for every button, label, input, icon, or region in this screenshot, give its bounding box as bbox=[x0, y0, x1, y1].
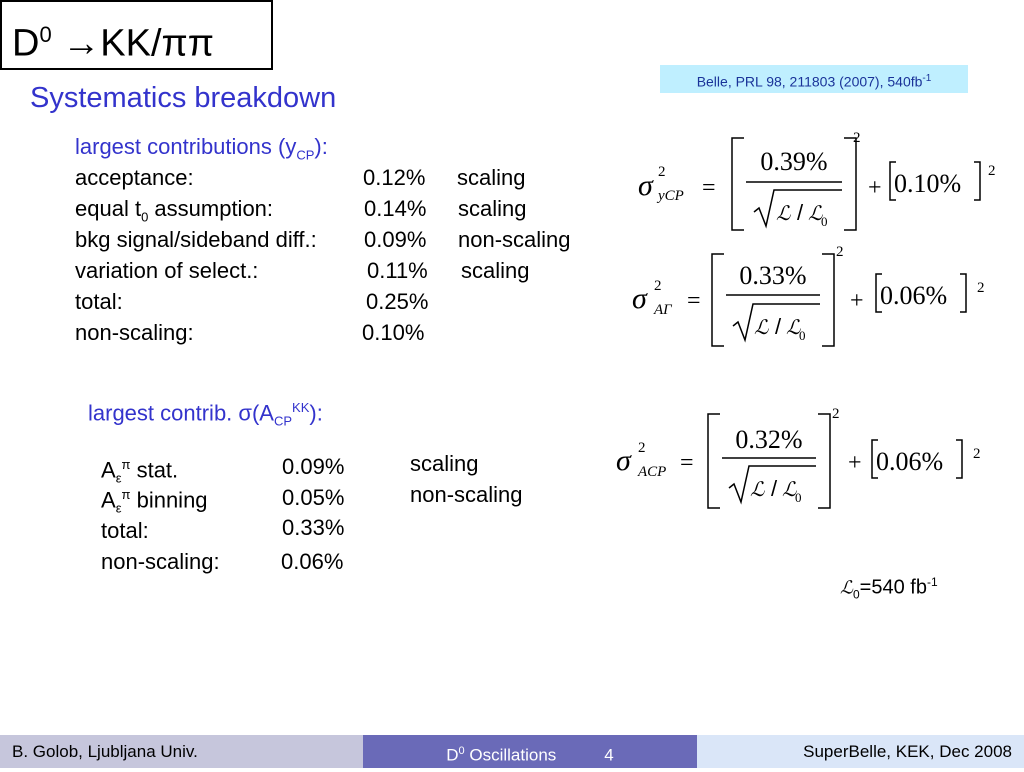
title-main: D bbox=[12, 22, 40, 65]
title-sup: 0 bbox=[39, 22, 52, 47]
s1-row-value: 0.11% bbox=[367, 258, 428, 283]
s1-row-value: 0.25% bbox=[366, 289, 429, 314]
s1-label-pre: equal t bbox=[75, 196, 142, 221]
s2-heading-sub: CP bbox=[273, 413, 293, 429]
s1-label-sub: 0 bbox=[141, 209, 149, 225]
s1-row-label: bkg signal/sideband diff.: bbox=[75, 227, 317, 252]
s2-row-value: 0.05% bbox=[282, 485, 345, 510]
eq-extra-right-bracket bbox=[956, 440, 962, 478]
s1-row-type: non-scaling bbox=[458, 227, 571, 252]
eq-extra-right-bracket bbox=[960, 274, 966, 312]
equations-svg bbox=[600, 120, 1020, 520]
s1-row-label: variation of select.: bbox=[75, 258, 259, 283]
s2-row-type: non-scaling bbox=[410, 482, 523, 507]
eq-numerator: 0.33% bbox=[739, 261, 807, 290]
eq-lum0-sub: 0 bbox=[795, 490, 802, 505]
eq-sigma-exp: 2 bbox=[638, 440, 646, 456]
s1-heading-pre: largest contributions (y bbox=[75, 134, 297, 159]
eq-sigma-exp: 2 bbox=[654, 278, 662, 294]
s1-row-value: 0.09% bbox=[364, 227, 427, 252]
eq-bracket-exp: 2 bbox=[832, 406, 840, 422]
s2-row-label bbox=[101, 457, 178, 486]
slide-title bbox=[0, 0, 273, 70]
s1-row-type: scaling bbox=[457, 165, 526, 190]
eq-right-bracket bbox=[822, 254, 834, 346]
eq-equals: = bbox=[680, 450, 694, 476]
s2-heading-sup: KK bbox=[292, 400, 310, 415]
s1-row-value: 0.12% bbox=[363, 165, 426, 190]
footer-event: SuperBelle, KEK, Dec 2008 bbox=[697, 735, 1024, 768]
equation-agamma bbox=[632, 244, 985, 346]
reference-sup: -1 bbox=[922, 73, 932, 84]
eq-sigma: σ bbox=[638, 169, 653, 202]
s1-row-label: non-scaling: bbox=[75, 320, 194, 345]
s1-row-value: 0.10% bbox=[362, 320, 425, 345]
eq-equals: = bbox=[702, 175, 716, 201]
s1-heading-post: ): bbox=[314, 134, 328, 159]
eq-plus: + bbox=[868, 175, 882, 201]
luminosity-note bbox=[840, 575, 938, 602]
eq-sigma-sub: ACP bbox=[638, 464, 667, 480]
s2-label-sub: ε bbox=[115, 470, 122, 486]
s1-row-value: 0.14% bbox=[364, 196, 427, 221]
s1-row-label bbox=[75, 196, 273, 224]
footer-page-number: 4 bbox=[604, 745, 614, 765]
s2-row-value: 0.33% bbox=[282, 515, 345, 540]
s2-label-sub: ε bbox=[115, 500, 122, 516]
footer-topic-sup: 0 bbox=[458, 745, 465, 757]
s2-label-pre: A bbox=[101, 487, 116, 513]
s2-row-value: 0.09% bbox=[282, 454, 345, 479]
footer-topic bbox=[363, 735, 697, 768]
s1-row-label: total: bbox=[75, 289, 123, 314]
eq-right-bracket bbox=[844, 138, 856, 230]
eq-lum: ℒ bbox=[776, 203, 791, 225]
eq-lum0: ℒ bbox=[808, 203, 823, 225]
eq-numerator: 0.39% bbox=[760, 147, 828, 176]
eq-sigma-sub: yCP bbox=[658, 188, 684, 204]
lum-sup: -1 bbox=[926, 575, 938, 589]
s1-row-type: scaling bbox=[461, 258, 530, 283]
eq-slash: / bbox=[775, 314, 782, 339]
eq-slash: / bbox=[771, 476, 778, 501]
lum-symbol: ℒ bbox=[840, 577, 853, 598]
eq-left-bracket bbox=[708, 414, 720, 508]
s2-label-post: binning bbox=[130, 487, 208, 513]
lum-sub: 0 bbox=[852, 587, 860, 602]
footer-author: B. Golob, Ljubljana Univ. bbox=[0, 735, 363, 768]
eq-lum0-sub: 0 bbox=[799, 328, 806, 343]
section2-heading bbox=[88, 400, 323, 429]
eq-plus: + bbox=[850, 288, 864, 314]
s2-row-type: scaling bbox=[410, 451, 479, 476]
s1-row-type: scaling bbox=[458, 196, 527, 221]
eq-lum: ℒ bbox=[750, 479, 765, 501]
eq-bracket-exp: 2 bbox=[853, 130, 861, 146]
s2-row-value: 0.06% bbox=[281, 549, 344, 574]
s1-row-label: acceptance: bbox=[75, 165, 194, 190]
eq-extra-exp: 2 bbox=[988, 163, 996, 179]
eq-extra-exp: 2 bbox=[973, 446, 981, 462]
eq-left-bracket bbox=[712, 254, 724, 346]
footer-topic-post: Oscillations bbox=[464, 745, 557, 765]
eq-sigma: σ bbox=[632, 282, 647, 315]
s2-row-label: total: bbox=[101, 518, 149, 543]
s1-heading-sub: CP bbox=[296, 147, 315, 163]
s2-label-sup: π bbox=[121, 487, 131, 502]
eq-lum0: ℒ bbox=[782, 479, 797, 501]
section1-heading bbox=[75, 134, 328, 162]
eq-slash: / bbox=[797, 200, 804, 225]
eq-extra: 0.06% bbox=[880, 281, 948, 310]
eq-left-bracket bbox=[732, 138, 744, 230]
s2-row-label: non-scaling: bbox=[101, 549, 220, 574]
slide-subtitle: Systematics breakdown bbox=[30, 82, 337, 114]
eq-extra: 0.06% bbox=[876, 447, 944, 476]
reference-text: Belle, PRL 98, 211803 (2007), 540fb bbox=[696, 73, 923, 90]
eq-numerator: 0.32% bbox=[735, 425, 803, 454]
eq-bracket-exp: 2 bbox=[836, 244, 844, 260]
footer-topic-pre: D bbox=[446, 745, 459, 765]
s2-label-post: stat. bbox=[130, 457, 179, 483]
s2-heading-pre: largest contrib. σ(A bbox=[88, 400, 274, 426]
eq-extra-exp: 2 bbox=[977, 280, 985, 296]
title-rest: →KK/ππ bbox=[51, 22, 214, 65]
eq-plus: + bbox=[848, 450, 862, 476]
eq-lum0-sub: 0 bbox=[821, 214, 828, 229]
eq-extra-right-bracket bbox=[974, 162, 980, 200]
eq-lum0: ℒ bbox=[786, 317, 801, 339]
equation-acp bbox=[616, 406, 981, 508]
eq-lum: ℒ bbox=[754, 317, 769, 339]
s2-label-pre: A bbox=[101, 457, 116, 483]
eq-right-bracket bbox=[818, 414, 830, 508]
equation-ycp bbox=[638, 130, 996, 230]
eq-sigma: σ bbox=[616, 444, 631, 477]
s2-heading-post: ): bbox=[309, 400, 323, 426]
eq-sigma-sub: AΓ bbox=[654, 302, 672, 318]
eq-extra: 0.10% bbox=[894, 169, 962, 198]
reference-box bbox=[660, 65, 968, 93]
footer bbox=[0, 735, 1024, 768]
s2-row-label bbox=[101, 487, 208, 516]
lum-text: =540 fb bbox=[859, 576, 927, 599]
s1-label-post: assumption: bbox=[148, 196, 274, 221]
eq-equals: = bbox=[687, 288, 701, 314]
s2-label-sup: π bbox=[121, 457, 131, 472]
eq-sigma-exp: 2 bbox=[658, 164, 666, 180]
